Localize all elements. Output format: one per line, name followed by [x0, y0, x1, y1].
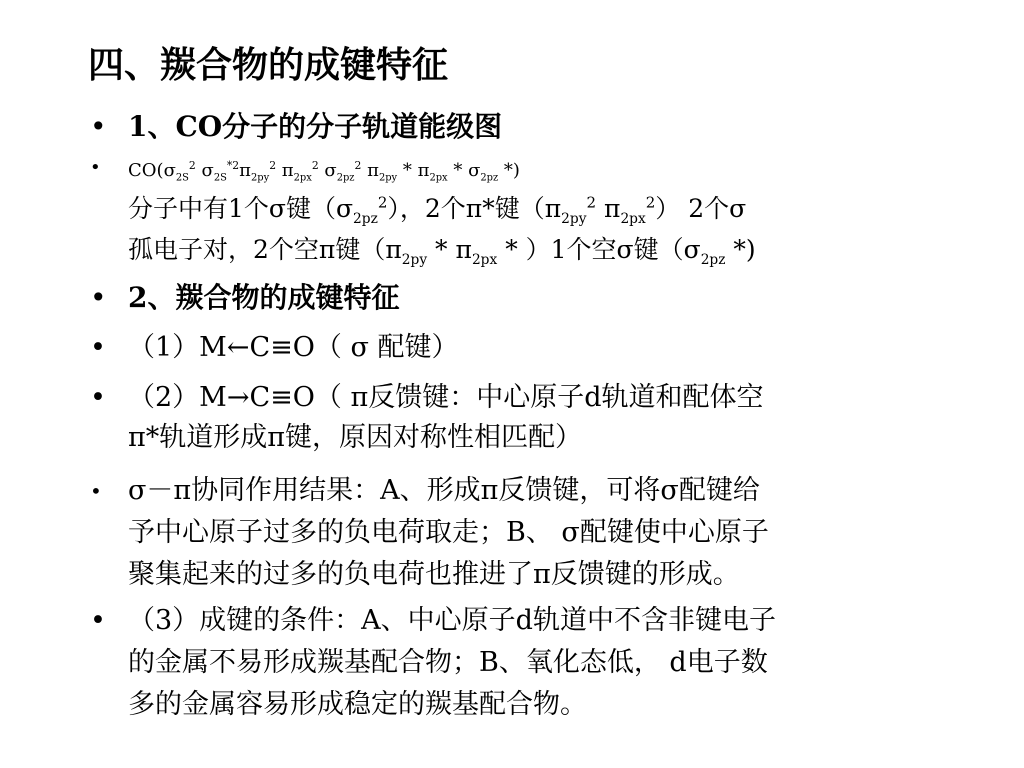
bullet-text-line: （2）M→C≡O（ π反馈键：中心原子d轨道和配体空	[128, 382, 764, 413]
electron-configuration: $CO(\sigma_{2S}^2$ $\sigma_{2S}^{*2}\pi_{2py}^2$ $\pi_{2px}^2$ $\sigma_{2pz}^2$ $\pi_{2py} * \pi_{2px} * \sigma_{2pz}$ *)	[128, 159, 520, 184]
bullet-text: 2、羰合物的成键特征	[128, 281, 400, 314]
bullet-text-line: σ－π协同作用结果：A、形成π反馈键，可将σ配键给	[128, 475, 760, 506]
bullet-text: （1）M←C≡O（ σ 配键）	[128, 332, 459, 363]
bullet-text-line: （3）成键的条件：A、中心原子d轨道中不含非键电子	[128, 605, 776, 636]
slide-title: 四、羰合物的成键特征	[88, 44, 449, 86]
bond-description-line-2: 孤电子对，2个空π键$(\pi_{2py} * \pi_{2px} * )1$个空σ键（$\sigma_{2pz}$ *)	[128, 235, 756, 268]
bullet-text-line: π*轨道形成π键，原因对称性相匹配）	[128, 422, 582, 453]
bond-description-line-1: 分子中有1个σ键$(\sigma_{2pz}^2)$，2个π*键（$\pi_{2py}^2$ $\pi_{2px}^2$） 2个σ	[128, 193, 747, 227]
bullet-dot: •	[90, 281, 107, 314]
bullet-dot: •	[90, 605, 106, 636]
bullet-text-line: 多的金属容易形成稳定的羰基配合物。	[128, 689, 587, 720]
bullet-text-line: 予中心原子过多的负电荷取走；B、 σ配键使中心原子	[128, 517, 769, 548]
bullet-dot: •	[90, 382, 106, 413]
bullet-text-line: 聚集起来的过多的负电荷也推进了π反馈键的形成。	[128, 559, 740, 590]
bullet-dot: •	[90, 110, 107, 143]
bullet-dot: •	[90, 479, 102, 503]
bullet-text: 1、CO分子的分子轨道能级图	[128, 110, 503, 143]
bullet-dot: •	[90, 157, 101, 178]
bullet-text-line: 的金属不易形成羰基配合物；B、氧化态低， d电子数	[128, 647, 768, 678]
bullet-dot: •	[90, 332, 106, 363]
